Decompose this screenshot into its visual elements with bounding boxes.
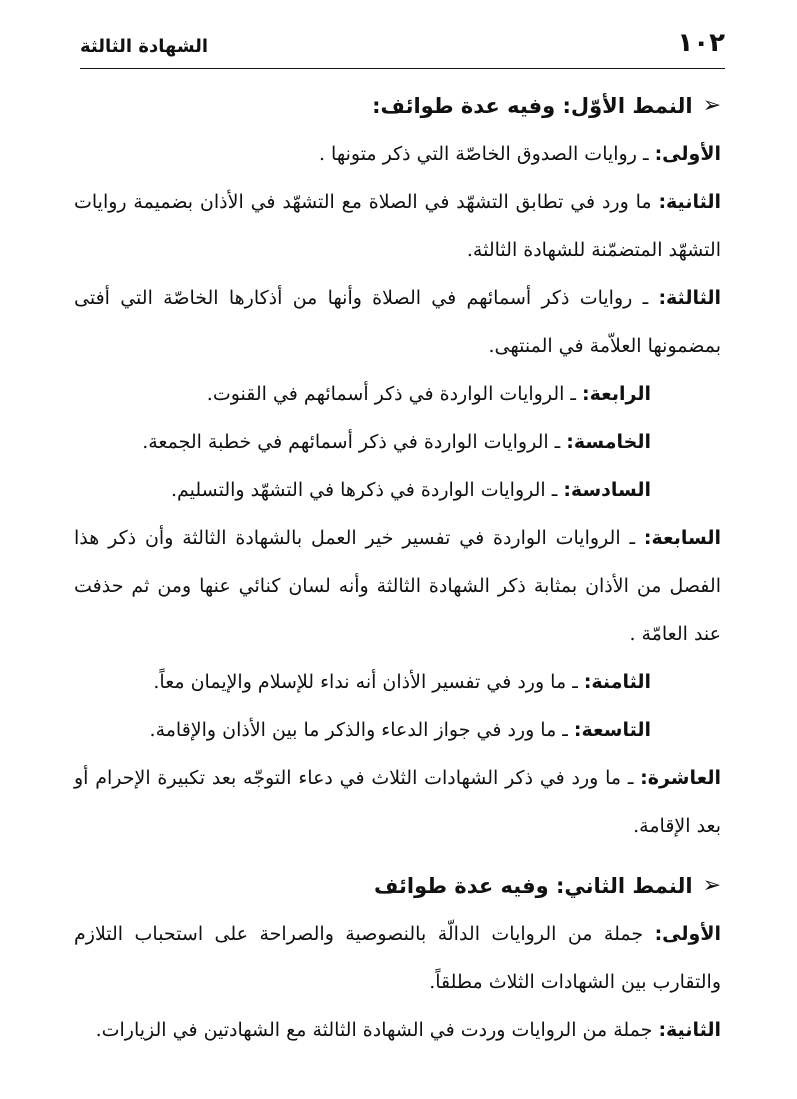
list-item [74,658,721,706]
item-text: ـ روايات ذكر أسمائهم في الصلاة وأنها من أذكارها الخاصّة التي أفتى بمضمونها العلاّمة في المنتهى. [74,287,721,357]
item-text: ـ ما ورد في جواز الدعاء والذكر ما بين الأذان والإقامة. [149,719,574,741]
item-label: السادسة: [563,479,651,501]
page-body [74,82,721,1054]
item-label: الثانية: [658,1019,721,1041]
item-label: الأولى: [654,143,721,165]
item-text: ـ الروايات الواردة في ذكرها في التشهّد والتسليم. [170,479,564,501]
item-text: ـ الروايات الواردة في ذكر أسمائهم في خطبة الجمعة. [142,431,567,453]
item-text: ـ الروايات الواردة في تفسير خير العمل بالشهادة الثالثة وأن ذكر هذا الفصل من الأذان بمثابة ذكر الشهادة الثالثة وأنه لسان كنائي عنها ومن ثم حذفت عند العامّة . [74,527,721,645]
item-label: العاشرة: [640,767,721,789]
list-item [74,274,721,370]
item-text: جملة من الروايات الدالّة بالنصوصية والصراحة على استحباب التلازم والتقارب بين الشهادات الثلاث مطلقاً. [74,923,721,993]
list-item [74,754,721,850]
item-label: الخامسة: [566,431,651,453]
item-label: التاسعة: [573,719,651,741]
page-header [80,24,725,69]
item-text: جملة من الروايات وردت في الشهادة الثالثة مع الشهادتين في الزيارات. [95,1019,659,1041]
item-text: ـ روايات الصدوق الخاصّة التي ذكر متونها . [318,143,655,165]
list-item [74,178,721,274]
item-text: ما ورد في تطابق التشهّد في الصلاة مع التشهّد في الأذان بضميمة روايات التشهّد المتضمّنة للشهادة الثالثة. [74,191,721,261]
section-heading-2 [74,862,721,910]
item-label: الأولى: [654,923,721,945]
item-label: الثامنة: [583,671,651,693]
running-title: الشهادة الثالثة [80,36,209,57]
section-gap [74,850,721,862]
arrow-bullet-icon: ➢ [702,873,721,898]
arrow-bullet-icon: ➢ [702,93,721,118]
item-label: الرابعة: [582,383,651,405]
list-item [74,130,721,178]
item-text: ـ الروايات الواردة في ذكر أسمائهم في القنوت. [206,383,583,405]
section-heading-text: النمط الثاني: وفيه عدة طوائف [374,874,693,898]
list-item [74,910,721,1006]
list-item [74,370,721,418]
list-item [74,514,721,658]
section-heading-text: النمط الأوّل: وفيه عدة طوائف: [372,94,693,118]
list-item [74,706,721,754]
item-text: ـ ما ورد في تفسير الأذان أنه نداء للإسلام والإيمان معاً. [153,671,584,693]
item-label: السابعة: [643,527,721,549]
list-item [74,466,721,514]
item-label: الثانية: [658,191,721,213]
page-number: ١٠٢ [677,28,725,58]
item-label: الثالثة: [658,287,721,309]
list-item [74,418,721,466]
section-heading-1 [74,82,721,130]
list-item [74,1006,721,1054]
item-text: ـ ما ورد في ذكر الشهادات الثلاث في دعاء التوجّه بعد تكبيرة الإحرام أو بعد الإقامة. [74,767,721,837]
